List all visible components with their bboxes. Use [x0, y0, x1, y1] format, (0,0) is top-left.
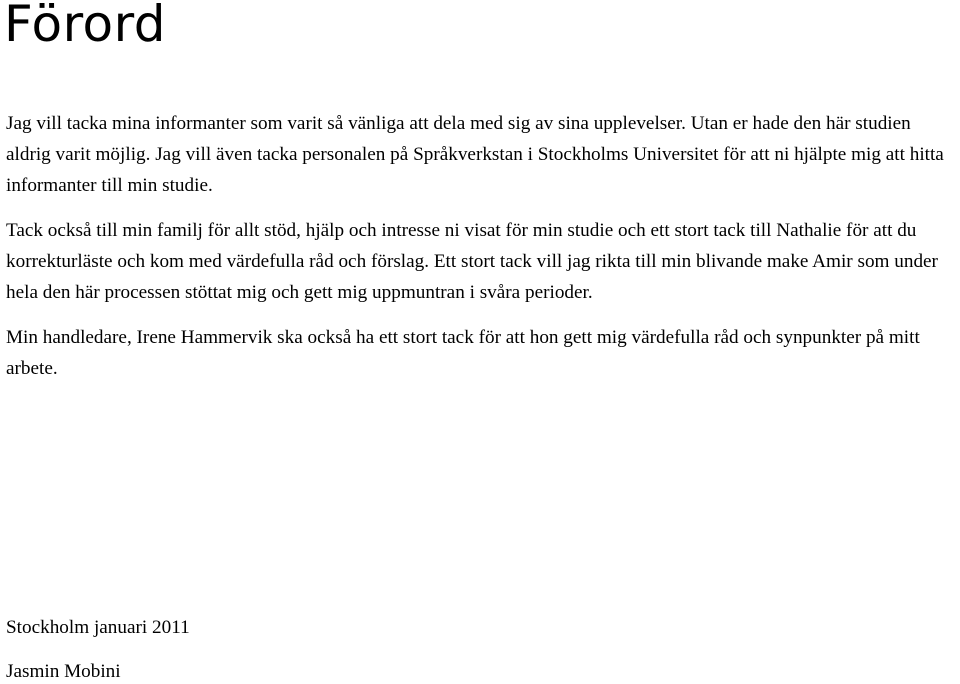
page-title: Förord [4, 0, 167, 53]
paragraph-thanks-family: Tack också till min familj för allt stöd, hjälp och intresse ni visat för min studie och ett stort tack till Nathalie för att du korrekturläste och kom med värdefulla råd och förslag. Ett stort tack vill jag rikta till min blivande make Amir som under hela den här processen stöttat mig och gett mig uppmuntran i svåra perioder. [6, 220, 938, 303]
body-text [6, 108, 954, 398]
author-name: Jasmin Mobini [6, 661, 121, 682]
place-date: Stockholm januari 2011 [6, 617, 190, 638]
paragraph-thanks-informants: Jag vill tacka mina informanter som varit så vänliga att dela med sig av sina upplevelser. Utan er hade den här studien aldrig varit möjlig. Jag vill även tacka personalen på Språkverkstan i Stockholms Universitet för att ni hjälpte mig att hitta informanter till min studie. [6, 113, 944, 196]
paragraph-thanks-supervisor: Min handledare, Irene Hammervik ska också ha ett stort tack för att hon gett mig värdefulla råd och synpunkter på mitt arbete. [6, 327, 920, 379]
